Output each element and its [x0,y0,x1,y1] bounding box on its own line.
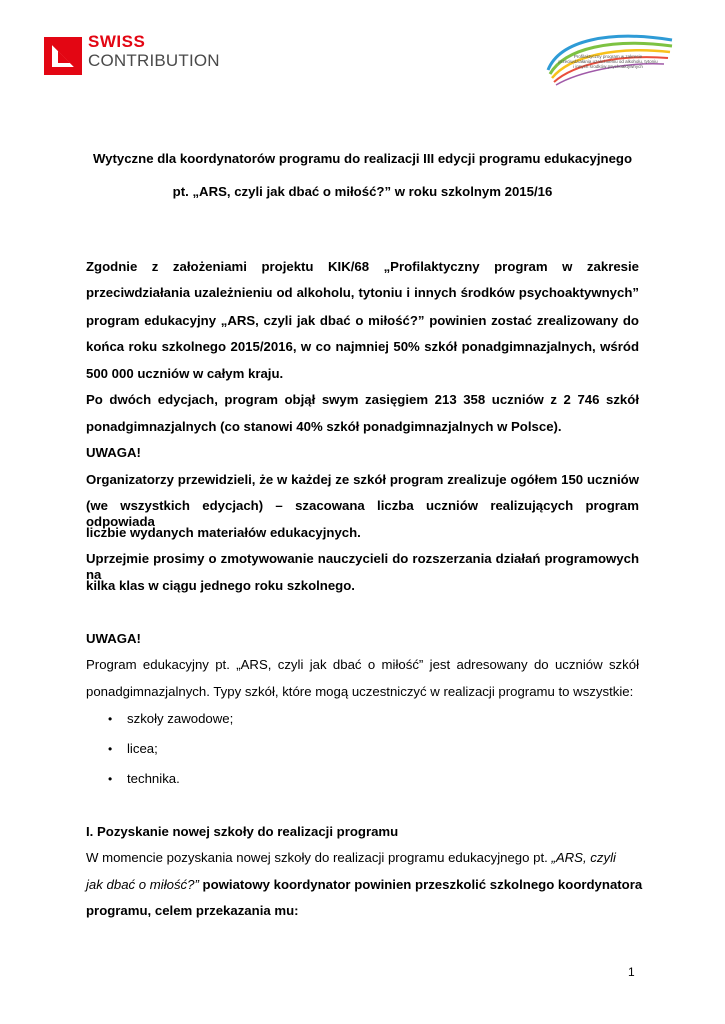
section-1-line-1-normal: W momencie pozyskania nowej szkoły do realizacji programu edukacyjnego pt. [86,850,548,865]
bullet-icon: • [108,712,113,726]
intro-p4-line-1: Uprzejmie prosimy o zmotywowanie nauczycieli do rozszerzania działań programowych na [86,551,639,582]
intro-p1-line-4: końca roku szkolnego 2015/2016, w co najmniej 50% szkół ponadgimnazjalnych, wśród [86,339,639,354]
section-1-line-2-italic: jak dbać o miłość?” [86,877,199,892]
intro-p1-line-2: przeciwdziałania uzależnieniu od alkoholu, tytoniu i innych środków psychoaktywnych” [86,285,639,300]
section-1-line-3: programu, celem przekazania mu: [86,903,299,918]
bullet-item-3: technika. [127,771,180,786]
uwaga-heading-1: UWAGA! [86,445,141,460]
title-line-2: pt. „ARS, czyli jak dbać o miłość?” w roku szkolnym 2015/16 [172,184,553,199]
logo-line-contribution: CONTRIBUTION [88,51,220,70]
bullet-icon: • [108,742,113,756]
uwaga-heading-2: UWAGA! [86,631,141,646]
page-number: 1 [628,965,635,979]
section-1-line-1 [86,850,639,866]
intro-p1-line-5: 500 000 uczniów w całym kraju. [86,366,284,381]
ars-program-logo [540,30,680,92]
intro-p1-line-3: program edukacyjny „ARS, czyli jak dbać o miłość?” powinien zostać zrealizowany do [86,313,639,328]
bullet-item-1: szkoły zawodowe; [127,711,234,726]
bullet-icon: • [108,772,113,786]
notice-line-2: ponadgimnazjalnych. Typy szkół, które mogą uczestniczyć w realizacji programu to wszystkie: [86,684,634,699]
title-line-1: Wytyczne dla koordynatorów programu do realizacji III edycji programu edukacyjnego [92,151,633,166]
swiss-flag-icon [44,37,82,75]
ars-tagline: Profilaktyczny program w zakresie przeciwdziałania uzależnieniu od alkoholu, tytoniu i innych środków psychoaktywnych [558,54,658,69]
notice-line-1: Program edukacyjny pt. „ARS, czyli jak dbać o miłość” jest adresowany do uczniów szkół [86,657,639,672]
swiss-contribution-logo [44,33,234,77]
intro-p2-line-1: Po dwóch edycjach, program objął swym zasięgiem 213 358 uczniów z 2 746 szkół [86,392,639,407]
intro-p3-line-3: liczbie wydanych materiałów edukacyjnych. [86,525,361,540]
section-1-line-2-bold: powiatowy koordynator powinien przeszkolić szkolnego koordynatora [202,877,643,892]
intro-p1-line-1: Zgodnie z założeniami projektu KIK/68 „Profilaktyczny program w zakresie [86,259,639,274]
intro-p3-line-1: Organizatorzy przewidzieli, że w każdej ze szkół program zrealizuje ogółem 150 uczniów [86,472,639,487]
section-1-heading: I. Pozyskanie nowej szkoły do realizacji programu [86,824,399,839]
section-1-line-1-italic: „ARS, czyli [551,850,616,865]
intro-p3-line-2: (we wszystkich edycjach) – szacowana liczba uczniów realizujących program odpowiada [86,498,639,529]
intro-p2-line-2: ponadgimnazjalnych (co stanowi 40% szkół ponadgimnazjalnych w Polsce). [86,419,562,434]
bullet-item-2: licea; [127,741,158,756]
logo-line-swiss: SWISS [88,32,146,51]
intro-p4-line-2: kilka klas w ciągu jednego roku szkolnego. [86,578,355,593]
section-1-line-2 [86,877,642,893]
